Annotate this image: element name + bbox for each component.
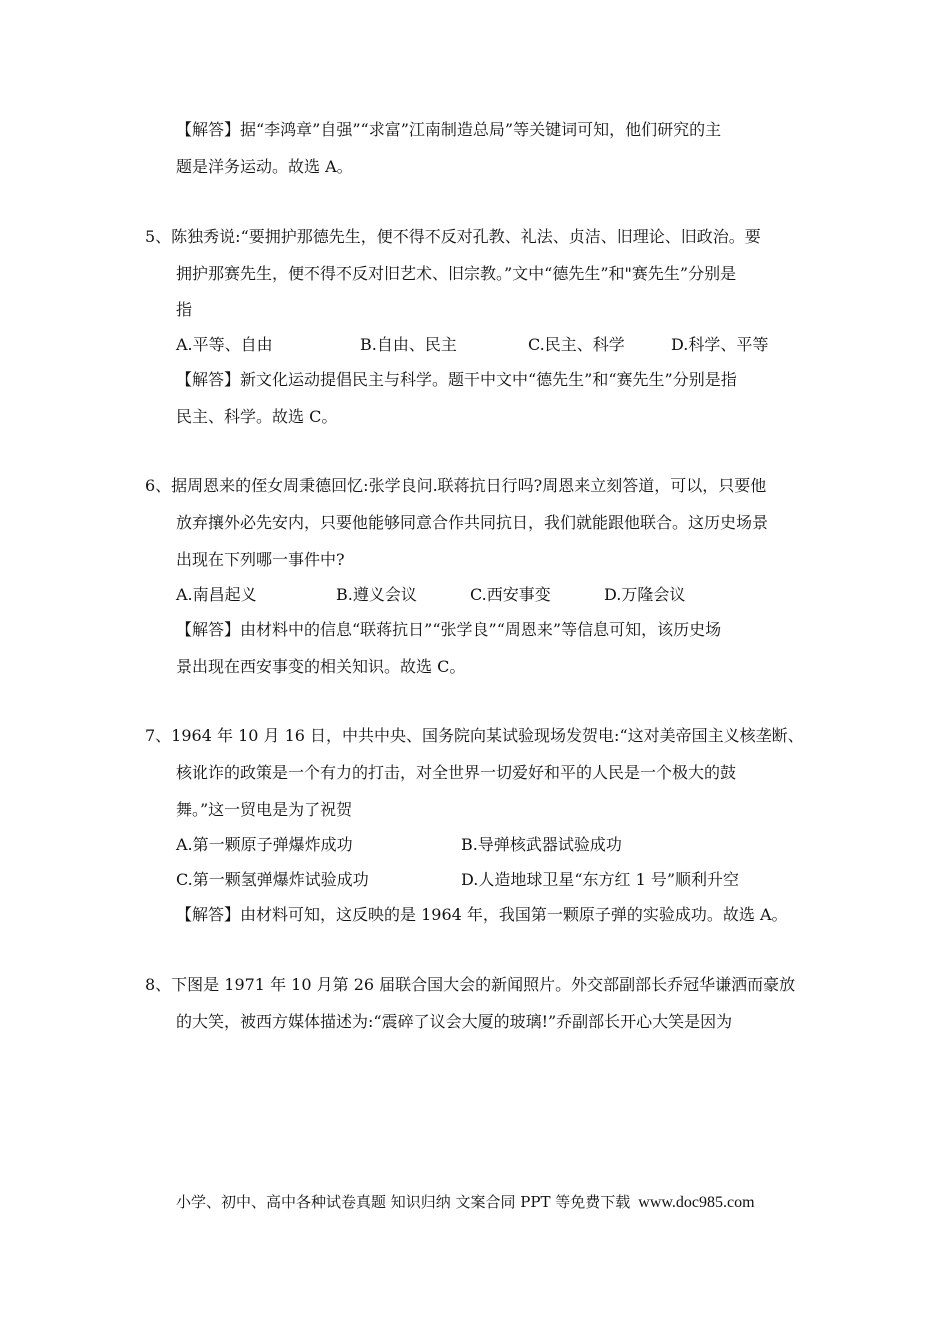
q7-answer-line-1: 【解答】由材料可知，这反映的是 1964 年，我国第一颗原子弹的实验成功。故选 A。 [176, 905, 788, 924]
q7-option-d: D.人造地球卫星“东方红 1 号”顺利升空 [461, 870, 740, 889]
q5-option-d: D.科学、平等 [671, 335, 769, 354]
q5-answer-line-1: 【解答】新文化运动提倡民主与科学。题干中文中“德先生”和“赛先生”分别是指 [176, 370, 737, 389]
q8-stem-line-1: 8、下图是 1971 年 10 月第 26 届联合国大会的新闻照片。外交部副部长乔冠华谦洒而豪放 [145, 975, 796, 994]
q6-answer-line-1: 【解答】由材料中的信息“联蒋抗日”“张学良”“周恩来”等信息可知，该历史场 [176, 620, 722, 639]
q5-stem-line-1: 5、陈独秀说:“要拥护那德先生，便不得不反对孔教、礼法、贞洁、旧理论、旧政治。要 [145, 227, 761, 246]
q5-stem-line-3: 指 [176, 300, 193, 319]
q5-option-a: A.平等、自由 [176, 335, 273, 354]
q7-stem-line-1: 7、1964 年 10 月 16 日，中共中央、国务院向某试验现场发贺电:“这对美帝国主义核垄断、 [145, 726, 804, 745]
q6-option-d: D.万隆会议 [604, 585, 686, 604]
q7-option-a: A.第一颗原子弹爆炸成功 [176, 835, 353, 854]
footer-text: 小学、初中、高中各种试卷真题 知识归纳 文案合同 PPT 等免费下载 [176, 1193, 631, 1211]
q5-answer-line-2: 民主、科学。故选 C。 [176, 407, 338, 426]
q6-option-a: A.南昌起义 [176, 585, 257, 604]
q4-answer-line-1: 【解答】据“李鸿章”自强”“求富”江南制造总局”等关键词可知，他们研究的主 [176, 120, 722, 139]
q7-stem-line-2: 核讹诈的政策是一个有力的打击，对全世界一切爱好和平的人民是一个极大的鼓 [176, 763, 737, 782]
q5-option-c: C.民主、科学 [528, 335, 625, 354]
q7-option-c: C.第一颗氢弹爆炸试验成功 [176, 870, 369, 889]
q5-option-b: B.自由、民主 [360, 335, 457, 354]
q6-stem-line-1: 6、据周恩来的侄女周秉德回忆:张学良问.联蒋抗日行吗?周恩来立刻答道，可以，只要他 [145, 476, 767, 495]
q7-option-b: B.导弹核武器试验成功 [461, 835, 622, 854]
q8-stem-line-2: 的大笑，被西方媒体描述为:“震碎了议会大厦的玻璃!”乔副部长开心大笑是因为 [176, 1012, 733, 1031]
q5-stem-line-2: 拥护那赛先生，便不得不反对旧艺术、旧宗教。”文中“德先生”和"赛先生”分别是 [176, 264, 737, 283]
footer-url[interactable]: www.doc985.com [638, 1194, 755, 1211]
q7-stem-line-3: 舞。”这一贸电是为了祝贺 [176, 800, 353, 819]
q6-option-b: B.遵义会议 [336, 585, 417, 604]
page-footer [176, 1191, 755, 1212]
q4-answer-line-2: 题是洋务运动。故选 A。 [176, 157, 353, 176]
q6-stem-line-2: 放弃攘外必先安内，只要他能够同意合作共同抗日，我们就能跟他联合。这历史场景 [176, 513, 769, 532]
q6-stem-line-3: 出现在下列哪一事件中? [176, 550, 345, 569]
q6-option-c: C.西安事变 [470, 585, 551, 604]
q6-answer-line-2: 景出现在西安事变的相关知识。故选 C。 [176, 657, 466, 676]
